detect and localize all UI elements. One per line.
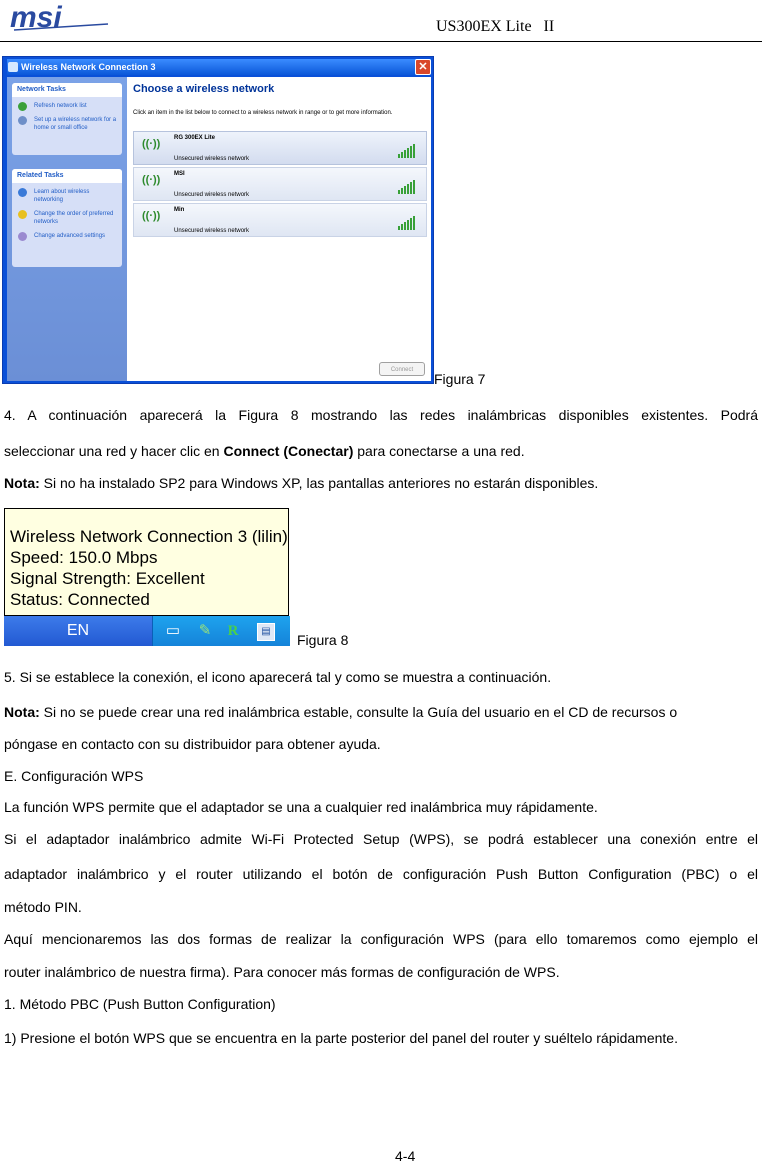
paragraph-5: 5. Si se establece la conexión, el icono aparecerá tal y como se muestra a continuación.	[4, 669, 552, 685]
wireless-tray-icon[interactable]: ✎	[198, 622, 212, 639]
paragraph-4-line-1: 4. A continuación aparecerá la Figura 8 mostrando las redes inalámbricas disponibles existentes. Podrá	[4, 407, 758, 423]
tooltip-connection-name: Wireless Network Connection 3 (lilin)	[10, 527, 288, 546]
network-item[interactable]	[133, 167, 427, 201]
window-body	[7, 77, 431, 381]
learn-wireless-link[interactable]: Learn about wireless networking	[16, 188, 118, 204]
paragraph-4-line-2: seleccionar una red y hacer clic en Connect (Conectar) para conectarse a una red.	[4, 443, 525, 459]
connect-label: Connect (Conectar)	[223, 443, 354, 459]
connection-tooltip	[4, 508, 289, 616]
info-icon	[18, 188, 27, 197]
wps-paragraph-1-line-2: adaptador inalámbrico y el router utilizando el botón de configuración Push Button Configuration (PBC) o el	[4, 866, 758, 882]
main-heading: Choose a wireless network	[133, 83, 275, 95]
network-status: Unsecured wireless network	[174, 192, 250, 198]
network-status: Unsecured wireless network	[174, 228, 250, 234]
wps-paragraph-1-line-1: Si el adaptador inalámbrico admite Wi-Fi Protected Setup (WPS), se podrá establecer una conexión entre el	[4, 831, 758, 847]
figure-7-caption: Figura 7	[434, 371, 486, 387]
wps-paragraph-2-line-1: Aquí mencionaremos las dos formas de realizar la configuración WPS (para ello tomaremos como ejemplo el	[4, 931, 758, 947]
task-sidebar	[7, 77, 127, 381]
note-sp2: Nota: Si no ha instalado SP2 para Windows XP, las pantallas anteriores no estarán disponibles.	[4, 475, 599, 491]
r-tray-icon[interactable]: R	[227, 623, 239, 639]
utility-tray-icon[interactable]: ▤	[257, 623, 275, 641]
wps-paragraph-2-line-2: router inalámbrico de nuestra firma). Para conocer más formas de configuración de WPS.	[4, 964, 560, 980]
settings-icon	[18, 232, 27, 241]
msi-logo	[8, 2, 128, 32]
window-title-bar[interactable]	[7, 59, 431, 75]
network-name: MSI	[174, 171, 185, 177]
network-item[interactable]	[133, 131, 427, 165]
star-icon	[18, 210, 27, 219]
svg-text:msi: msi	[10, 2, 62, 32]
figure-8-caption: Figura 8	[297, 632, 349, 648]
connect-button[interactable]: Connect	[379, 362, 425, 376]
change-order-link[interactable]: Change the order of preferred networks	[16, 210, 118, 226]
network-item[interactable]	[133, 203, 427, 237]
related-tasks-panel	[12, 169, 122, 267]
network-tray-icon[interactable]: ▭	[165, 622, 181, 639]
refresh-network-list-link[interactable]: Refresh network list	[16, 102, 118, 110]
wps-paragraph-1-line-3: método PIN.	[4, 899, 82, 915]
signal-strength-icon	[398, 144, 418, 158]
wireless-network-window	[2, 56, 434, 384]
change-advanced-settings-link[interactable]: Change advanced settings	[16, 232, 118, 240]
note-stable-network-line-1: Nota: Si no se puede crear una red inalámbrica estable, consulte la Guía del usuario en el CD de recursos o	[4, 704, 678, 720]
window-title: Wireless Network Connection 3	[21, 62, 156, 72]
network-list-pane	[127, 77, 431, 381]
wireless-antenna-icon: ((·))	[142, 210, 161, 222]
language-indicator[interactable]: EN	[66, 622, 90, 639]
tooltip-status: Status: Connected	[10, 590, 150, 609]
network-name: Min	[174, 207, 185, 213]
network-name: RG 300EX Lite	[174, 135, 216, 141]
network-tasks-heading: Network Tasks	[12, 83, 122, 97]
network-tasks-panel	[12, 83, 122, 155]
network-status: Unsecured wireless network	[174, 156, 250, 162]
setup-network-icon	[18, 116, 27, 125]
system-tray-figure	[4, 508, 289, 646]
signal-strength-icon	[398, 180, 418, 194]
method-1-heading: 1. Método PBC (Push Button Configuration)	[4, 996, 276, 1012]
step-1: 1) Presione el botón WPS que se encuentra en la parte posterior del panel del router y suéltelo rápidamente.	[4, 1030, 678, 1046]
signal-strength-icon	[398, 216, 418, 230]
note-stable-network-line-2: póngase en contacto con su distribuidor para obtener ayuda.	[4, 736, 381, 752]
main-description: Click an item in the list below to connect to a wireless network in range or to get more information.	[133, 110, 393, 116]
document-title: US300EX Lite II	[436, 18, 555, 35]
wps-intro: La función WPS permite que el adaptador se una a cualquier red inalámbrica muy rápidamente.	[4, 799, 598, 815]
tooltip-speed: Speed: 150.0 Mbps	[10, 548, 158, 567]
setup-wireless-network-link[interactable]: Set up a wireless network for a home or small office	[16, 116, 118, 132]
wireless-antenna-icon: ((·))	[142, 174, 161, 186]
wireless-antenna-icon: ((·))	[142, 138, 161, 150]
refresh-icon	[18, 102, 27, 111]
network-icon	[8, 62, 18, 72]
close-button[interactable]: ✕	[415, 59, 431, 75]
tooltip-signal: Signal Strength: Excellent	[10, 569, 205, 588]
header-rule	[0, 41, 762, 42]
related-tasks-heading: Related Tasks	[12, 169, 122, 183]
page-number: 4-4	[395, 1148, 416, 1164]
taskbar	[4, 616, 289, 646]
notification-area	[152, 616, 290, 646]
section-e-heading: E. Configuración WPS	[4, 768, 144, 784]
